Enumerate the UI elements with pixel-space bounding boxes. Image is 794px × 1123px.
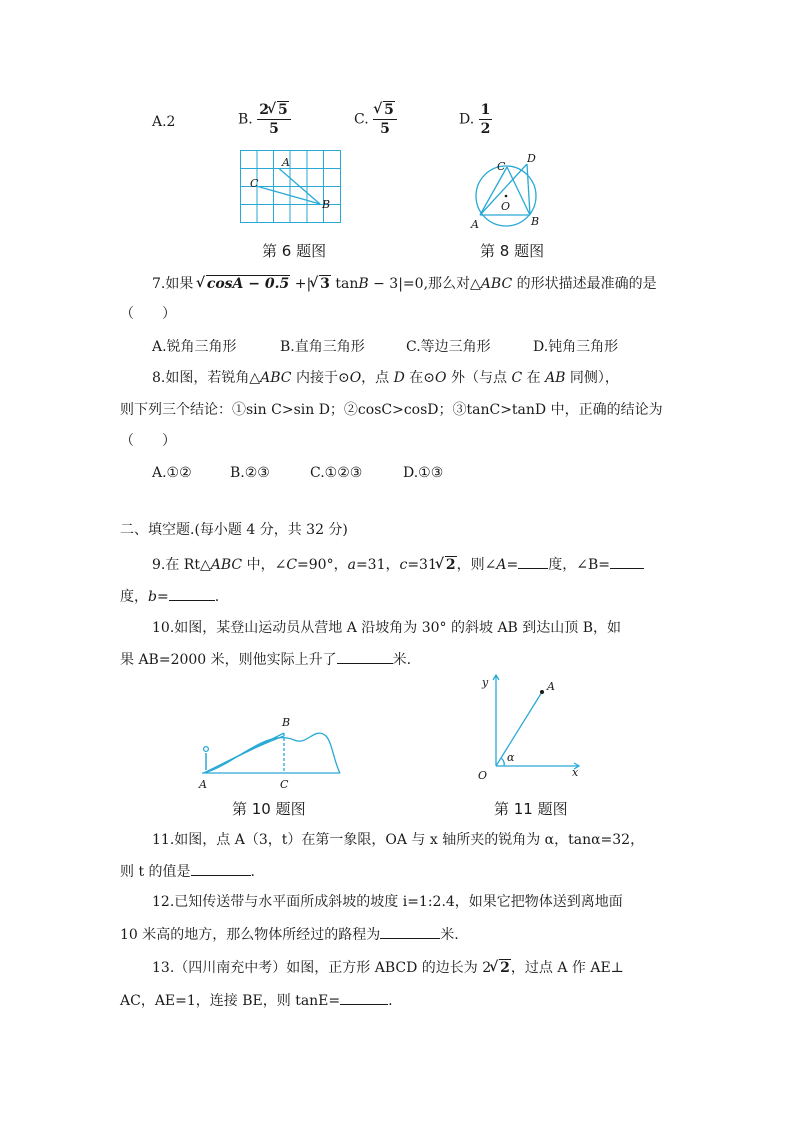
q9-line-1: 9.在 Rt△ABC 中，∠C=90°，a=31，c=31√ 2，则∠A= 度，∠B= (152, 554, 644, 575)
fig11-label-x: x (572, 766, 579, 779)
fig6-label-b: B (322, 198, 331, 211)
q7-option-a: A.锐角三角形 (152, 339, 237, 355)
fig11-segment-oa (496, 692, 542, 766)
q8-option-c: C.①②③ (310, 465, 363, 481)
fig10-caption: 第 10 题图 (232, 800, 306, 818)
q13-blank[interactable] (340, 990, 388, 1005)
q6-c-den: 5 (380, 121, 390, 137)
q11-line-2: 则 t 的值是 . (120, 861, 255, 882)
fig6-label-a: A (282, 156, 290, 169)
q9-line-2: 度，b= . (120, 586, 219, 607)
q6-option-a: A.2 (152, 114, 176, 130)
q8-option-b: B.②③ (230, 465, 270, 481)
q8-stem-line-1: 8.如图，若锐角△ABC 内接于⊙O，点 D 在⊙O 外（与点 C 在 AB 同侧）， (152, 370, 619, 386)
q9-blank-a[interactable] (518, 554, 548, 569)
fig8-caption: 第 8 题图 (480, 242, 545, 260)
q7-option-c: C.等边三角形 (406, 339, 491, 355)
q12-blank[interactable] (380, 924, 440, 939)
fig10-label-b: B (282, 716, 291, 729)
q8-stem-line-2: 则下列三个结论：①sin C>sin D；②cosC>cosD；③tanC>tanD 中，正确的结论为 (120, 402, 663, 418)
q8-option-a: A.①② (152, 465, 192, 481)
q13-line-2: AC，AE=1，连接 BE，则 tanE= . (120, 990, 393, 1011)
fig11-label-a: A (547, 680, 555, 693)
q11-blank[interactable] (191, 861, 251, 876)
q7-answer-paren: （ ） (120, 306, 176, 322)
figure-10-mountain (196, 716, 344, 792)
q7-mid-1: +| (290, 276, 312, 292)
q11-line-1: 11.如图，点 A（3，t）在第一象限，OA 与 x 轴所夹的锐角为 α，tanα=32， (152, 832, 645, 848)
fig8-label-d: D (527, 152, 536, 165)
q10-line-2: 果 AB=2000 米，则他实际上升了 米. (120, 649, 411, 670)
fig11-caption: 第 11 题图 (494, 800, 568, 818)
q10-line-1: 10.如图，某登山运动员从营地 A 沿坡角为 30° 的斜坡 AB 到达山顶 B，如 (152, 620, 622, 636)
q6-d-num: 1 (480, 102, 491, 118)
q6-option-b (238, 101, 291, 138)
q6-option-c (354, 101, 397, 138)
q8-answer-paren: （ ） (120, 433, 176, 449)
q6-b-num-coef: 2 (259, 102, 269, 118)
q7-lead: 7.如果 (152, 276, 198, 292)
q6-option-d-prefix: D. (459, 111, 475, 128)
fig11-label-alpha: α (507, 751, 515, 764)
q6-d-den: 2 (480, 121, 491, 137)
q9-blank-b-side[interactable] (169, 586, 215, 601)
fig6-label-c: C (250, 177, 259, 190)
fig8-label-c: C (497, 160, 506, 173)
q12-line-2: 10 米高的地方，那么物体所经过的路程为 米. (120, 924, 459, 945)
q8-option-d: D.①③ (403, 465, 444, 481)
q6-b-den: 5 (269, 121, 279, 137)
q7-option-b: B.直角三角形 (280, 339, 365, 355)
q7-option-d: D.钝角三角形 (533, 339, 619, 355)
q7-tail: 的形状描述最准确的是 (512, 276, 657, 292)
q12-line-1: 12.已知传送带与水平面所成斜坡的坡度 i=1:2.4，如果它把物体送到离地面 (152, 894, 623, 910)
q13-line-1: 13.（四川南充中考）如图，正方形 ABCD 的边长为 2√ 2，过点 A 作 AE⊥ (152, 958, 624, 978)
q7-var-b: B (358, 276, 369, 292)
fig11-label-o: O (478, 769, 488, 782)
fig6-caption: 第 6 题图 (262, 242, 327, 260)
fig8-segment-bd (527, 164, 530, 215)
q6-c-num-rad: 5 (384, 102, 394, 118)
figure-6-grid (240, 150, 342, 225)
section-2-title: 二、填空题.(每小题 4 分，共 32 分) (120, 522, 348, 538)
fig8-label-o: O (501, 200, 511, 213)
q7-mid-2: tan (330, 276, 359, 292)
q7-radical-2: 3 (320, 276, 330, 292)
q10-blank[interactable] (337, 649, 393, 664)
fig10-label-c: C (280, 778, 289, 791)
q6-option-d (459, 101, 492, 138)
q7-radical-1: cosA − 0.5 (206, 276, 290, 292)
figure-11-axes (470, 672, 588, 784)
fig8-label-a: A (471, 218, 479, 231)
q7-triangle-name: ABC (480, 276, 513, 292)
figure-8-circle (465, 150, 545, 232)
q6-option-c-prefix: C. (354, 111, 369, 128)
fig10-label-a: A (199, 778, 207, 791)
fig10-segment-ab (204, 733, 284, 773)
q6-option-b-prefix: B. (238, 111, 253, 128)
fig8-label-b: B (531, 215, 540, 228)
q9-blank-b-angle[interactable] (610, 554, 644, 569)
q6-b-num-rad: 5 (277, 102, 288, 118)
q7-stem (152, 274, 657, 294)
fig11-label-y: y (482, 676, 489, 689)
q7-mid-3: − 3|=0,那么对△ (368, 276, 481, 292)
